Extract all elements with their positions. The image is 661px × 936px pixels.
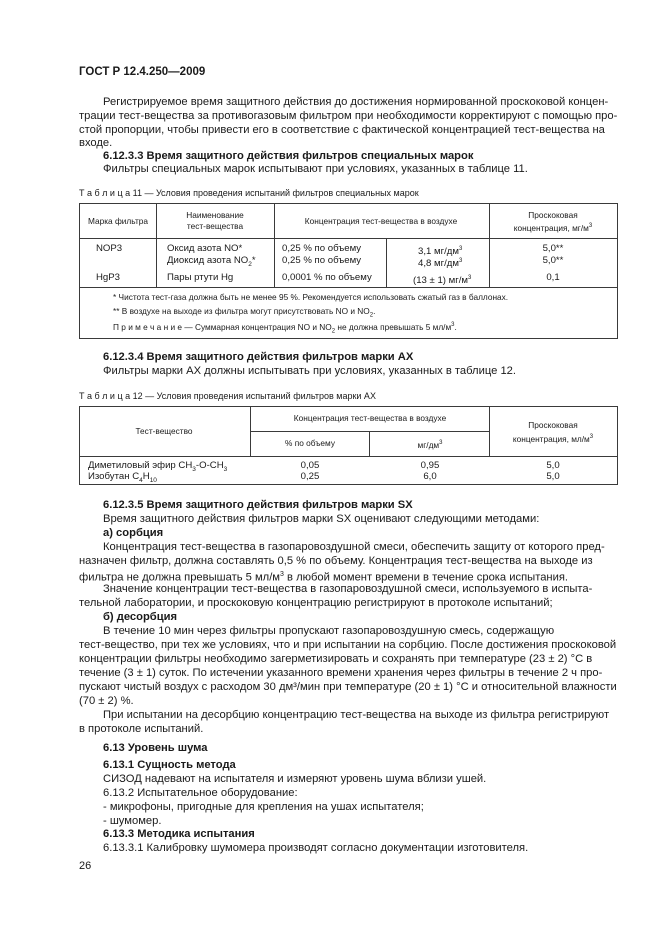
table-12-row-2-mg: 6,0 — [423, 471, 437, 482]
desorption-record-line-2: в протоколе испытаний. — [79, 723, 204, 735]
table-12-caption: Т а б л и ц а 12 — Условия проведения испытаний фильтров марки АХ — [79, 391, 376, 401]
table-11-note-2: ** В воздухе на выходе из фильтра могут присутствовать NO и $NO_2$. — [113, 306, 376, 319]
table-11-row-2-breakthrough: 5,0** — [542, 255, 564, 266]
table-11-row-1-percent: 0,25 % по объему — [282, 243, 362, 254]
sorption-line-2: назначен фильтр, должна составлять 0,5 % по объему. Концентрация тест-вещества на выходе из — [79, 555, 593, 567]
sorption-line-1: Концентрация тест-вещества в газопаровоздушной смеси, обеспечить защиту от которого пред- — [103, 541, 605, 553]
table-12-header-percent: % по объему — [285, 438, 335, 448]
section-6-13-3-1-text: 6.13.3.1 Калибровку шумомера производят согласно документации изготовителя. — [103, 842, 529, 854]
table-11-row-1-breakthrough: 5,0** — [542, 243, 564, 254]
table-11-row-1-mark: NOP3 — [96, 243, 123, 254]
document-header: ГОСТ Р 12.4.250—2009 — [79, 66, 206, 78]
table-12-row-1-breakthrough: 5,0 — [546, 460, 560, 471]
table-11-note-1: * Чистота тест-газа должна быть не менее 95 %. Рекомендуется использовать сжатый газ в баллонах. — [113, 292, 509, 302]
table-11-row-3-mg: (13 ± 1) $мг/м^3$ — [413, 275, 472, 287]
table-11-row-1-mg: 3,1 $мг/дм^3$ — [418, 246, 463, 258]
section-6-12-3-5-heading: 6.12.3.5 Время защитного действия фильтров марки SX — [103, 499, 413, 511]
table-11-header-name-2: тест-вещества — [186, 221, 244, 231]
section-6-13-2-text: 6.13.2 Испытательное оборудование: — [103, 787, 298, 799]
section-6-13-1-text: СИЗОД надевают на испытателя и измеряют уровень шума вблизи ушей. — [103, 773, 487, 785]
table-11-row-2-name: Диоксид азота $NO_2*$ — [167, 255, 256, 268]
table-11-row-3-mark: HgP3 — [96, 272, 120, 283]
table-12-row-1-percent: 0,05 — [300, 460, 320, 471]
table-12-row-2-breakthrough: 5,0 — [546, 471, 560, 482]
section-6-12-3-5-text: Время защитного действия фильтров марки SX оценивают следующими методами: — [103, 513, 540, 525]
section-6-12-3-3-text: Фильтры специальных марок испытывают при условиях, указанных в таблице 11. — [103, 163, 528, 175]
section-6-13-heading: 6.13 Уровень шума — [103, 742, 208, 754]
table-12-header-mg: $мг/дм^3$ — [417, 439, 443, 450]
equipment-item-sound-meter: - шумомер. — [103, 815, 162, 827]
desorption-line-6: (70 ± 2) %. — [79, 695, 134, 707]
sorption-line-3: фильтра не должна превышать 5 $мл/м^3$ в любой момент времени в течение срока испытания. — [79, 571, 569, 584]
desorption-line-4: течение (3 ± 1) суток. По истечении указанного времени хранения через фильтры в течение 2 ч про- — [79, 667, 603, 679]
table-11-header-concentration: Концентрация тест-вещества в воздухе — [304, 216, 458, 226]
table-11-header-breakthrough-1: Проскоковая — [528, 210, 578, 220]
table-11-row-3-percent: 0,0001 % по объему — [282, 272, 372, 283]
table-12-row-2-percent: 0,25 — [300, 471, 320, 482]
section-6-12-3-3-heading: 6.12.3.3 Время защитного действия фильтров специальных марок — [103, 150, 474, 162]
section-6-12-3-4-text: Фильтры марки АХ должны испытывать при условиях, указанных в таблице 12. — [103, 365, 516, 377]
intro-line-2: трации тест-вещества за противогазовым фильтром при необходимости корректируют с помощью про- — [79, 110, 618, 122]
table-11-row-1-name: Оксид азота NO* — [167, 243, 243, 254]
table-12-header-substance: Тест-вещество — [135, 426, 193, 436]
intro-line-1: Регистрируемое время защитного действия до достижения нормированной проскоковой концен- — [103, 96, 609, 108]
table-11-row-3-name: Пары ртути Hg — [167, 272, 234, 283]
table-12-row-1-substance: Диметиловый эфир $CH_3-O-CH_3$ — [88, 460, 228, 473]
intro-line-3: стой пропорции, чтобы привести его в соответствие с фактической концентрацией тест-вещества на — [79, 124, 605, 136]
page-number: 26 — [79, 860, 92, 872]
table-11-header-name-1: Наименование — [186, 210, 244, 220]
table-11-header-mark: Марка фильтра — [88, 216, 148, 226]
table-11-note-3: П р и м е ч а н и е — Суммарная концентрация NO и $NO_2$ не должна превышать 5 $мл/м^3$. — [113, 321, 457, 335]
table-11-row-2-percent: 0,25 % по объему — [282, 255, 362, 266]
desorption-heading: б) десорбция — [103, 611, 178, 623]
table-11-row-2-mg: 4,8 $мг/дм^3$ — [418, 258, 463, 270]
sorption-heading: а) сорбция — [103, 527, 164, 539]
table-12-row-2-substance: Изобутан $C_4H_{10}$ — [88, 471, 157, 484]
table-11-row-3-breakthrough: 0,1 — [546, 272, 560, 283]
desorption-record-line-1: При испытании на десорбцию концентрацию тест-вещества на выходе из фильтра регистрируют — [103, 709, 610, 721]
section-6-13-3-heading: 6.13.3 Методика испытания — [103, 828, 255, 840]
desorption-line-3: концентрации фильтры необходимо загерметизировать и сохранять при температуре (23 ± 2) °С в — [79, 653, 593, 665]
desorption-line-2: тест-вещество, при тех же условиях, что и при испытании на сорбцию. После достижения проскоковой — [79, 639, 617, 651]
intro-line-4: входе. — [79, 137, 113, 149]
table-11-caption: Т а б л и ц а 11 — Условия проведения испытаний фильтров специальных марок — [79, 188, 419, 198]
section-6-13-1-heading: 6.13.1 Сущность метода — [103, 759, 236, 771]
table-11-header-breakthrough-2: концентрация, $мг/м^3$ — [513, 222, 593, 233]
table-12-header-concentration: Концентрация тест-вещества в воздухе — [293, 413, 447, 423]
table-12-row-1-mg: 0,95 — [420, 460, 440, 471]
equipment-item-microphones: - микрофоны, пригодные для крепления на ушах испытателя; — [103, 801, 424, 813]
desorption-line-1: В течение 10 мин через фильтры пропускают газопаровоздушную смесь, содержащую — [103, 625, 555, 637]
table-12-header-breakthrough-1: Проскоковая — [528, 420, 578, 430]
sorption-line-4: Значение концентрации тест-вещества в газопаровоздушной смеси, используемого в испыта- — [103, 583, 593, 595]
desorption-line-5: пускают чистый воздух с расходом 30 дм³/мин при температуре (20 ± 1) °С и относительной влажности — [79, 681, 617, 693]
table-12-header-breakthrough-2: концентрация, $мл/м^3$ — [512, 433, 594, 444]
sorption-line-5: тельной лаборатории, и проскоковую концентрацию регистрируют в протоколе испытаний; — [79, 597, 553, 609]
section-6-12-3-4-heading: 6.12.3.4 Время защитного действия фильтров марки АХ — [103, 351, 414, 363]
